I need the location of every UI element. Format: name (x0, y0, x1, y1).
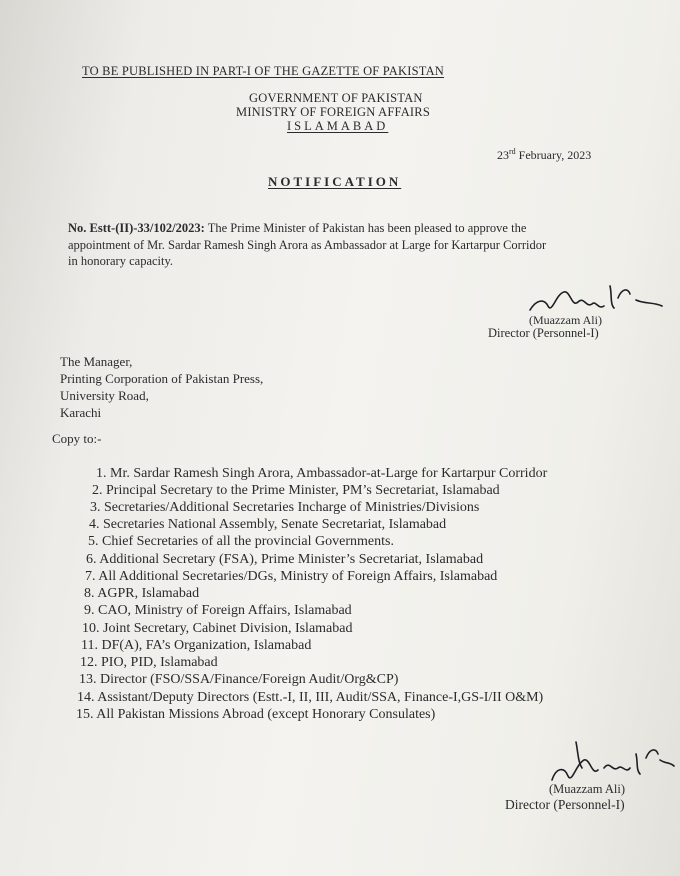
copy-list-item: 14. Assistant/Deputy Directors (Estt.-I, II, III, Audit/SSA, Finance-I,GS-I/II O&M) (77, 690, 544, 705)
signature-2-title: Director (Personnel-I) (505, 797, 625, 812)
body-line-1: The Prime Minister of Pakistan has been pleased to approve the (204, 221, 527, 235)
signature-1-title: Director (Personnel-I) (488, 326, 599, 340)
signature-2-name: (Muazzam Ali) (549, 782, 626, 796)
body-line-2: appointment of Mr. Sardar Ramesh Singh Arora as Ambassador at Large for Kartarpur Corridor (68, 237, 547, 252)
copy-list-item: 7. All Additional Secretaries/DGs, Ministry of Foreign Affairs, Islamabad (85, 569, 498, 584)
copy-list-item: 6. Additional Secretary (FSA), Prime Minister’s Secretariat, Islamabad (86, 552, 484, 567)
copy-list-item: 2. Principal Secretary to the Prime Minister, PM’s Secretariat, Islamabad (92, 483, 500, 498)
header-city: ISLAMABAD (287, 119, 389, 133)
reference-number: No. Estt-(II)-33/102/2023: (68, 221, 205, 235)
copy-list-item: 5. Chief Secretaries of all the provincial Governments. (88, 534, 394, 549)
addressee-line-1: The Manager, (60, 354, 133, 369)
date-rest: February, 2023 (515, 148, 592, 162)
signature-1-name: (Muazzam Ali) (529, 313, 602, 327)
copy-list-item: 15. All Pakistan Missions Abroad (except Honorary Consulates) (76, 707, 436, 722)
body-line-3: in honorary capacity. (68, 254, 174, 268)
addressee-line-4: Karachi (60, 405, 102, 420)
notification-title: NOTIFICATION (268, 174, 402, 189)
header-ministry: MINISTRY OF FOREIGN AFFAIRS (236, 105, 430, 119)
header-government: GOVERNMENT OF PAKISTAN (249, 91, 423, 105)
copy-list-item: 10. Joint Secretary, Cabinet Division, Islamabad (82, 621, 353, 636)
copy-list-item: 3. Secretaries/Additional Secretaries Incharge of Ministries/Divisions (90, 500, 480, 515)
addressee-line-3: University Road, (60, 388, 149, 403)
copy-list-item: 4. Secretaries National Assembly, Senate Secretariat, Islamabad (89, 517, 447, 532)
copy-list-item: 11. DF(A), FA’s Organization, Islamabad (81, 638, 312, 653)
date-suffix: rd (509, 147, 516, 156)
copy-to-label: Copy to:- (52, 431, 102, 446)
copy-list-item: 1. Mr. Sardar Ramesh Singh Arora, Ambassador-at-Large for Kartarpur Corridor (96, 466, 548, 481)
notification-body (68, 220, 546, 270)
date-day: 23 (497, 148, 509, 162)
gazette-line: TO BE PUBLISHED IN PART-I OF THE GAZETTE OF PAKISTAN (82, 64, 445, 78)
copy-list-item: 12. PIO, PID, Islamabad (80, 655, 218, 670)
document-date (497, 148, 591, 163)
addressee-block (60, 353, 263, 421)
copy-list-item: 8. AGPR, Islamabad (84, 586, 200, 601)
copy-list-item: 9. CAO, Ministry of Foreign Affairs, Islamabad (84, 603, 352, 618)
addressee-line-2: Printing Corporation of Pakistan Press, (60, 371, 264, 386)
copy-list-item: 13. Director (FSO/SSA/Finance/Foreign Audit/Org&CP) (79, 672, 399, 687)
